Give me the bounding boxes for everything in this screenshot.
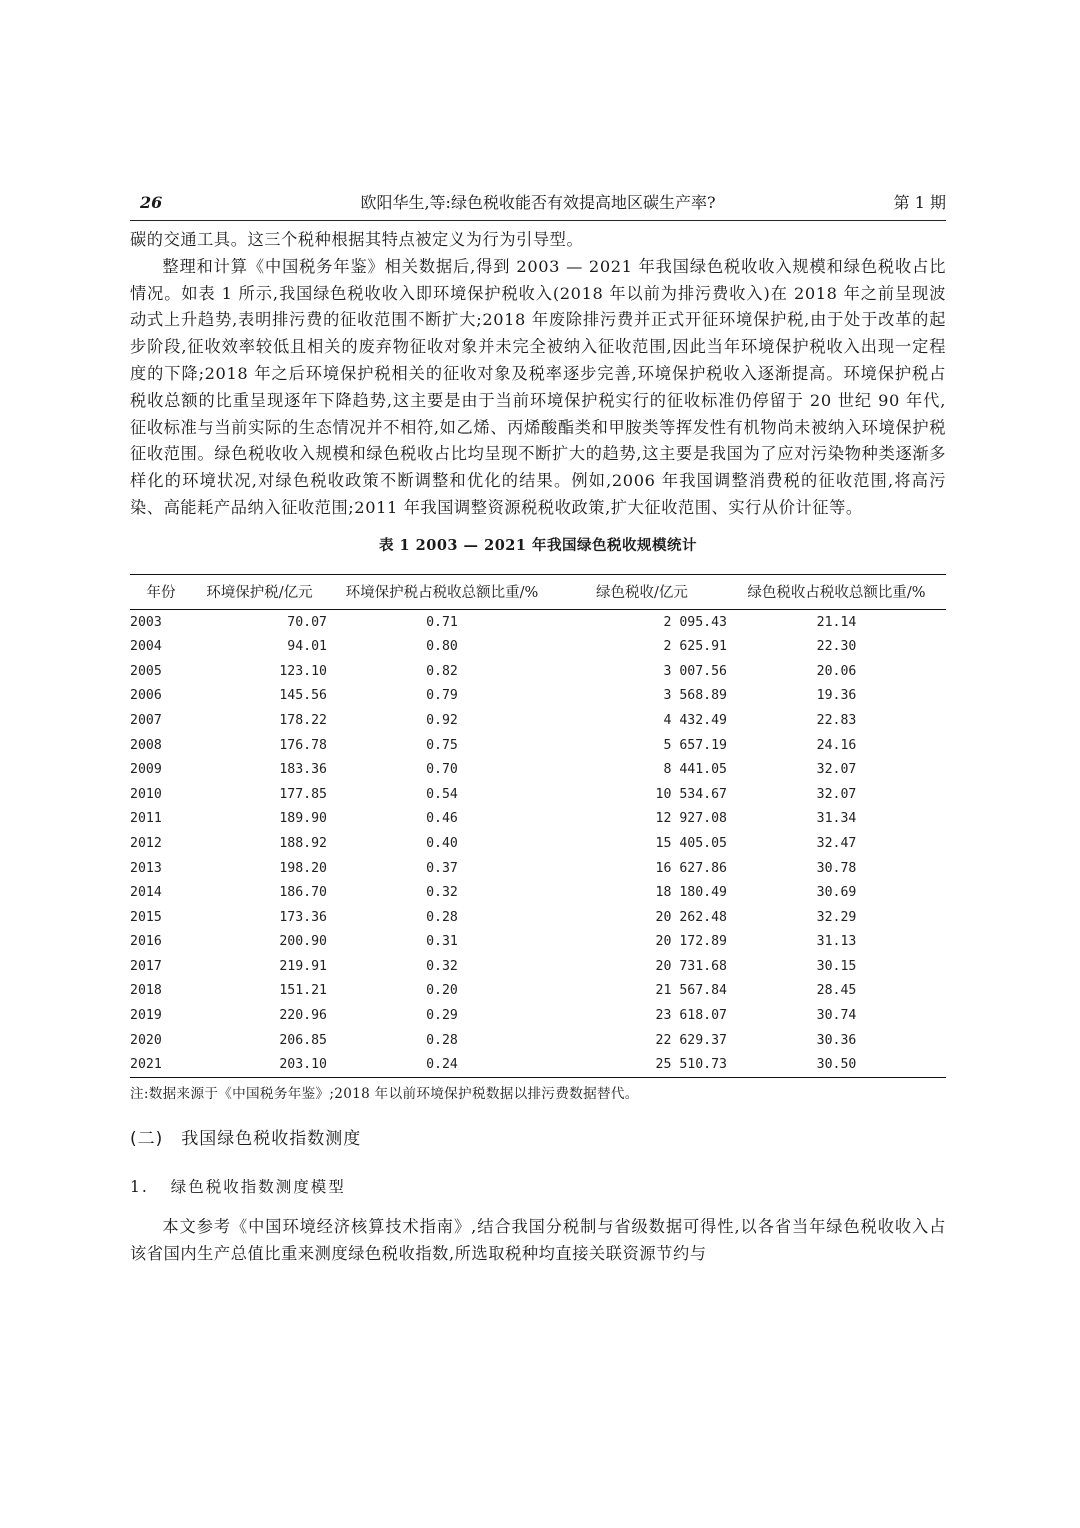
table-row [130,634,946,659]
cell-year: 2003 [130,614,162,630]
section-title: 我国绿色税收指数测度 [181,1129,362,1150]
cell-env-tax-share: 0.29 [426,1008,458,1024]
cell-year: 2016 [130,934,162,950]
cell-green-tax: 23 618.07 [655,1008,727,1024]
cell-env-tax: 94.01 [287,639,327,655]
cell-env-tax-share: 0.28 [426,1032,458,1048]
cell-green-tax-share: 32.47 [816,835,857,851]
cell-env-tax: 200.90 [279,934,327,950]
cell-env-tax: 219.91 [279,958,327,974]
cell-green-tax: 2 095.43 [663,614,727,630]
cell-env-tax-share: 0.92 [426,712,458,728]
cell-green-tax: 3 007.56 [663,663,727,679]
cell-env-tax-share: 0.70 [426,762,458,778]
cell-env-tax-share: 0.28 [426,909,458,925]
cell-green-tax: 20 731.68 [655,958,727,974]
cell-env-tax: 177.85 [279,786,327,802]
cell-green-tax-share: 22.83 [816,712,857,728]
cell-green-tax-share: 30.50 [727,1052,946,1077]
cell-env-tax: 186.70 [279,885,327,901]
cell-env-tax: 178.22 [279,712,327,728]
cell-green-tax: 5 657.19 [663,737,727,753]
cell-year: 2011 [130,811,162,827]
cell-env-tax-share: 0.32 [426,885,458,901]
paragraph-method: 本文参考《中国环境经济核算技术指南》,结合我国分税制与省级数据可得性,以各省当年绿色税收收入占该省国内生产总值比重来测度绿色税收指数,所选取税种均直接关联资源节约与 [130,1217,946,1263]
cell-year: 2020 [130,1032,162,1048]
header-green-tax-share: 绿色税收占税收总额比重/% [727,574,946,609]
cell-env-tax-share: 0.24 [327,1052,557,1077]
issue-number: 第 1 期 [893,193,946,212]
cell-green-tax-share: 32.29 [816,909,857,925]
cell-green-tax-share: 32.07 [816,762,857,778]
cell-env-tax-share: 0.79 [426,688,458,704]
cell-green-tax: 15 405.05 [655,835,727,851]
table-row [130,1028,946,1053]
cell-green-tax: 8 441.05 [663,762,727,778]
cell-green-tax-share: 28.45 [816,983,857,999]
cell-env-tax-share: 0.71 [426,614,458,630]
cell-green-tax-share: 32.07 [816,786,857,802]
table-row [130,684,946,709]
header-green-tax: 绿色税收/亿元 [557,574,727,609]
cell-green-tax-share: 30.74 [816,1008,857,1024]
cell-env-tax: 151.21 [279,983,327,999]
table-row [130,609,946,634]
section-heading [130,1126,946,1152]
cell-green-tax-share: 30.36 [816,1032,857,1048]
cell-env-tax-share: 0.80 [426,639,458,655]
subsection-number: 1. [130,1178,149,1197]
table-row [130,659,946,684]
cell-env-tax-share: 0.32 [426,958,458,974]
cell-green-tax: 20 262.48 [655,909,727,925]
cell-green-tax-share: 19.36 [816,688,857,704]
cell-green-tax: 25 510.73 [557,1052,727,1077]
cell-year: 2015 [130,909,162,925]
cell-green-tax-share: 31.13 [816,934,857,950]
table-note: 注:数据来源于《中国税务年鉴》;2018 年以前环境保护税数据以排污费数据替代。 [130,1086,639,1103]
table-row [130,708,946,733]
cell-year: 2018 [130,983,162,999]
cell-env-tax-share: 0.75 [426,737,458,753]
cell-year: 2007 [130,712,162,728]
cell-env-tax: 189.90 [279,811,327,827]
table-row [130,1003,946,1028]
running-header [130,190,946,221]
cell-year: 2004 [130,639,162,655]
cell-green-tax: 2 625.91 [663,639,727,655]
running-title: 欧阳华生,等:绿色税收能否有效提高地区碳生产率? [360,193,716,212]
table-row [130,733,946,758]
paragraph-continuation: 碳的交通工具。这三个税种根据其特点被定义为行为引导型。 [130,230,584,249]
cell-env-tax-share: 0.40 [426,835,458,851]
cell-green-tax-share: 22.30 [816,639,857,655]
cell-green-tax-share: 30.15 [816,958,857,974]
cell-year: 2014 [130,885,162,901]
cell-green-tax: 10 534.67 [655,786,727,802]
header-env-tax-share: 环境保护税占税收总额比重/% [327,574,557,609]
cell-green-tax: 18 180.49 [655,885,727,901]
table-row [130,929,946,954]
cell-year: 2005 [130,663,162,679]
cell-env-tax: 176.78 [279,737,327,753]
section-number: (二) [130,1129,164,1150]
cell-year: 2021 [130,1052,192,1077]
cell-env-tax: 183.36 [279,762,327,778]
table-row [130,979,946,1004]
cell-green-tax: 4 432.49 [663,712,727,728]
cell-year: 2012 [130,835,162,851]
cell-env-tax: 220.96 [279,1008,327,1024]
header-env-tax: 环境保护税/亿元 [192,574,327,609]
cell-env-tax-share: 0.20 [426,983,458,999]
cell-year: 2010 [130,786,162,802]
cell-green-tax-share: 21.14 [816,614,857,630]
table-row [130,905,946,930]
cell-green-tax-share: 31.34 [816,811,857,827]
cell-green-tax: 22 629.37 [655,1032,727,1048]
cell-env-tax: 198.20 [279,860,327,876]
cell-year: 2013 [130,860,162,876]
subsection-heading [130,1174,946,1200]
paper-page [130,190,946,1268]
cell-env-tax: 203.10 [192,1052,327,1077]
table-row [130,757,946,782]
green-tax-table [130,574,946,1078]
cell-green-tax-share: 20.06 [816,663,857,679]
cell-env-tax-share: 0.37 [426,860,458,876]
table-caption: 表 1 2003 — 2021 年我国绿色税收规模统计 [378,536,698,554]
paragraph-body: 整理和计算《中国税务年鉴》相关数据后,得到 2003 — 2021 年我国绿色税收收入规模和绿色税收占比情况。如表 1 所示,我国绿色税收收入即环境保护税收入(2018 年以前为排污费收入)在 2018 年之前呈现波动式上升趋势,表明排污费的征收范围不断扩大;2018 年废除排污费并正式开征环境保护税,由于处于改革的起步阶段,征收效率较低且相关的废弃物征收对象并未完全被纳入征收范围,因此当年环境保护税收入出现一定程度的下降;2018 年之后环境保护税相关的征收对象及税率逐步完善,环境保护税收入逐渐提高。环境保护税占税收总额的比重呈现逐年下降趋势,这主要是由于当前环境保护税实行的征收标准仍停留于 20 世纪 90 年代,征收标准与当前实际的生态情况并不相符,如乙烯、丙烯酸酯类和甲胺类等挥发性有机物尚未被纳入环境保护税征收范围。绿色税收收入规模和绿色税收占比均呈现不断扩大的趋势,这主要是我国为了应对污染物种类逐渐多样化的环境状况,对绿色税收政策不断调整和优化的结果。例如,2006 年我国调整消费税的征收范围,将高污染、高能耗产品纳入征收范围;2011 年我国调整资源税税收政策,扩大征收范围、实行从价计征等。 [130,256,946,517]
table-row [130,880,946,905]
cell-green-tax-share: 30.69 [816,885,857,901]
header-year: 年份 [130,574,192,609]
table-row [130,1052,946,1077]
cell-env-tax: 70.07 [287,614,327,630]
cell-env-tax-share: 0.46 [426,811,458,827]
cell-green-tax-share: 30.78 [816,860,857,876]
cell-env-tax: 145.56 [279,688,327,704]
table-row [130,831,946,856]
table-body [130,609,946,1077]
table-header-row [130,574,946,609]
cell-year: 2019 [130,1008,162,1024]
cell-green-tax-share: 24.16 [816,737,857,753]
subsection-title: 绿色税收指数测度模型 [170,1178,346,1197]
cell-green-tax: 12 927.08 [655,811,727,827]
cell-green-tax: 20 172.89 [655,934,727,950]
table-row [130,807,946,832]
page-number: 26 [140,193,163,212]
cell-year: 2008 [130,737,162,753]
cell-green-tax: 21 567.84 [655,983,727,999]
cell-year: 2017 [130,958,162,974]
table-row [130,782,946,807]
cell-green-tax: 16 627.86 [655,860,727,876]
cell-env-tax-share: 0.54 [426,786,458,802]
table-row [130,856,946,881]
cell-env-tax: 206.85 [279,1032,327,1048]
cell-env-tax: 173.36 [279,909,327,925]
cell-env-tax-share: 0.82 [426,663,458,679]
cell-env-tax: 123.10 [279,663,327,679]
cell-env-tax-share: 0.31 [426,934,458,950]
cell-green-tax: 3 568.89 [663,688,727,704]
cell-year: 2006 [130,688,162,704]
table-row [130,954,946,979]
cell-year: 2009 [130,762,162,778]
cell-env-tax: 188.92 [279,835,327,851]
